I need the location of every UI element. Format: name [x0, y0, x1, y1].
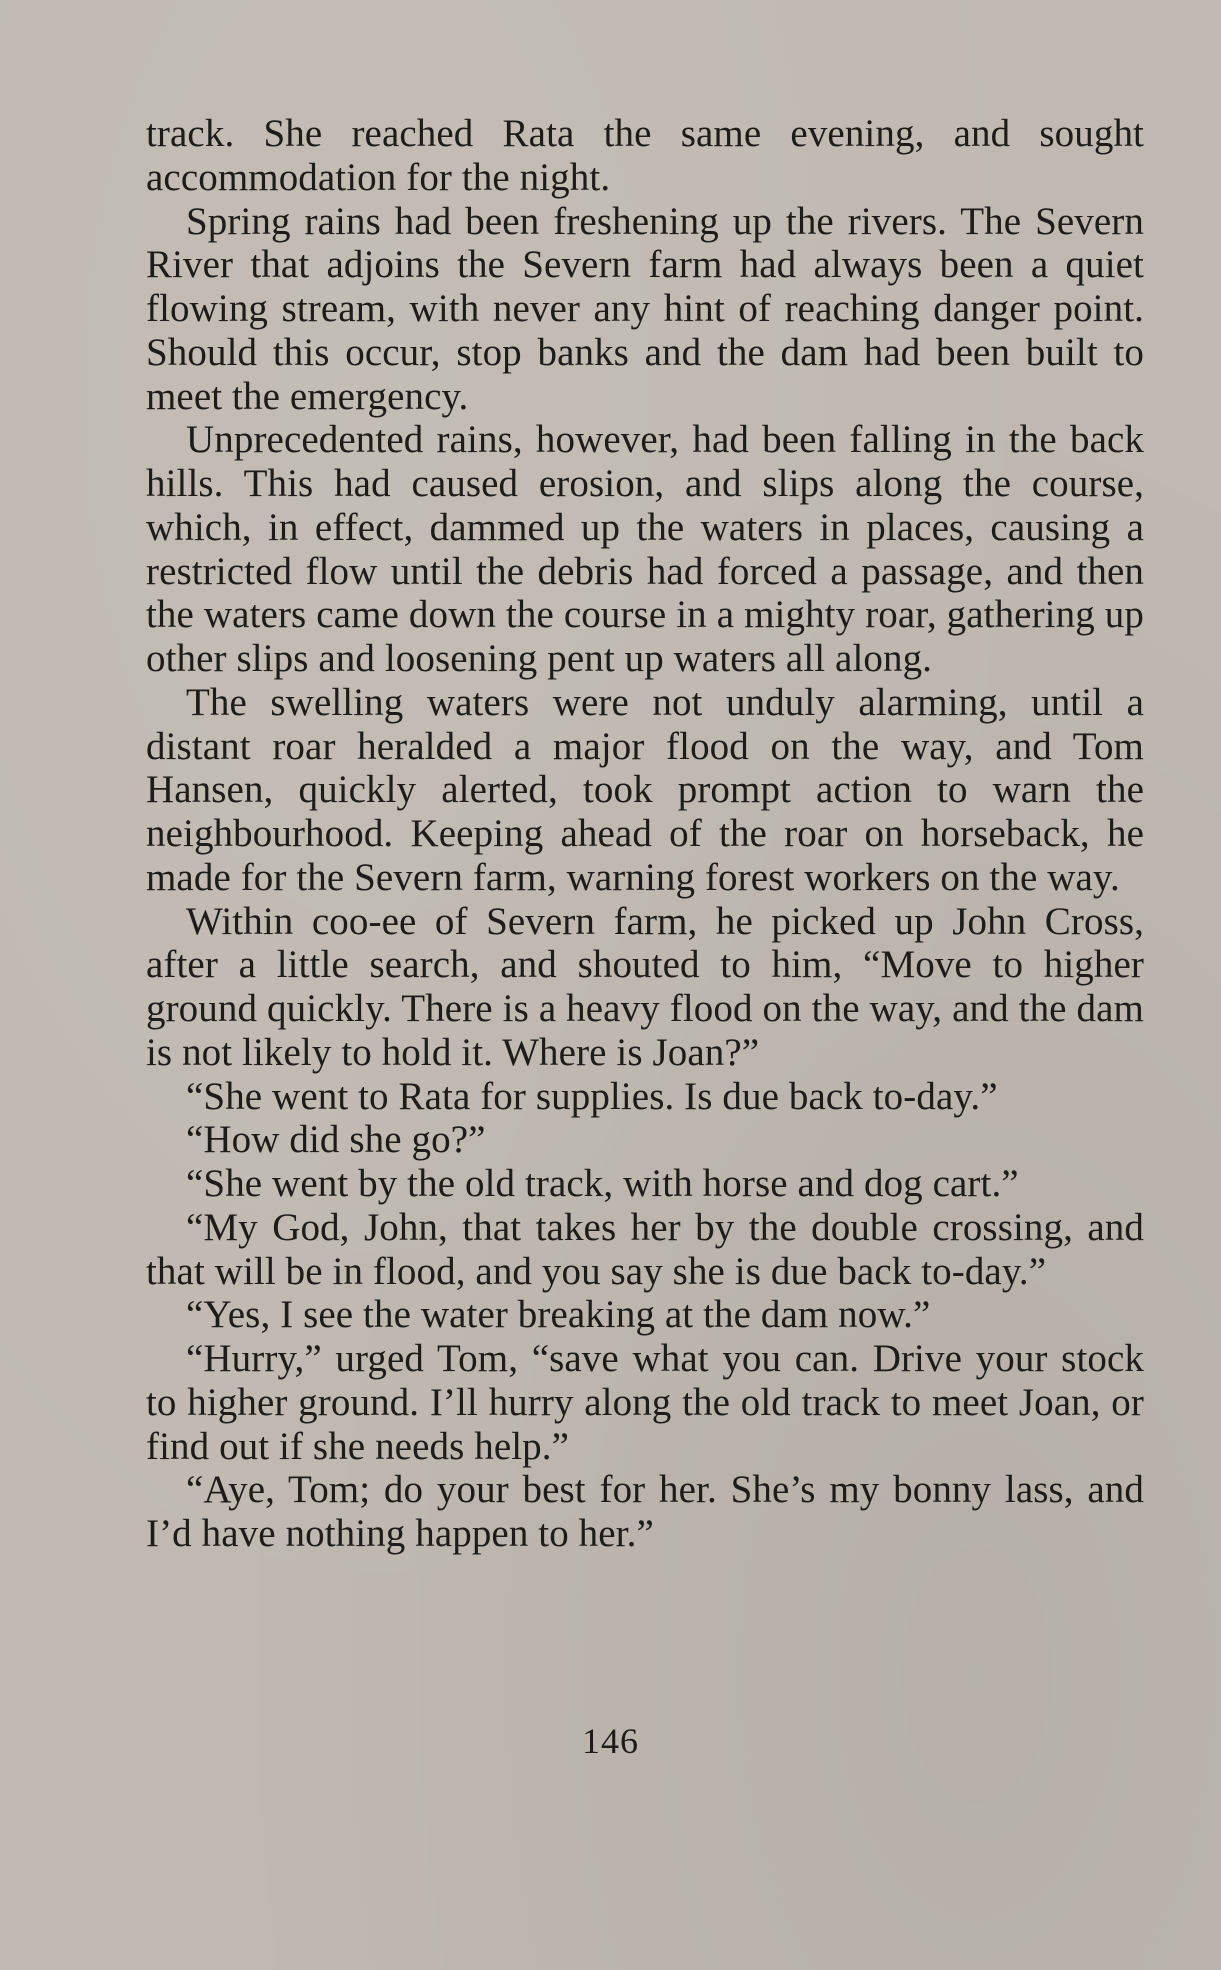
- page-number: 146: [582, 1721, 639, 1761]
- book-page: [146, 112, 1144, 1556]
- dialogue-line: “How did she go?”: [186, 1118, 486, 1162]
- dialogue-line: “She went to Rata for supplies. Is due back to-day.”: [186, 1074, 998, 1118]
- body-text: [146, 112, 1144, 1556]
- paragraph: Spring rains had been freshening up the rivers. The Severn River that adjoins the Severn farm had always been a quiet flowing stream, with never any hint of reaching danger point. Should this occur, stop banks and the dam had been built to meet the emergency.: [146, 199, 1144, 418]
- dialogue-line: “My God, John, that takes her by the double crossing, and that will be in flood, and you say she is due back to-day.”: [146, 1205, 1144, 1293]
- paragraph: Unprecedented rains, however, had been falling in the back hills. This had caused erosion, and slips along the course, which, in effect, dammed up the waters in places, causing a restricted flow until the debris had forced a passage, and then the waters came down the course in a mighty roar, gathering up other slips and loosening pent up waters all along.: [146, 418, 1144, 680]
- dialogue-line: “She went by the old track, with horse and dog cart.”: [186, 1162, 1019, 1205]
- paragraph-continued: track. She reached Rata the same evening, and sought accommodation for the night.: [146, 112, 1144, 199]
- dialogue-line: “Aye, Tom; do your best for her. She’s my bonny lass, and I’d have nothing happen to her.”: [146, 1468, 1144, 1555]
- paragraph: Within coo-ee of Severn farm, he picked up John Cross, after a little search, and shouted to him, “Move to higher ground quickly. There is a heavy flood on the way, and the dam is not likely to hold it. Where is Joan?”: [146, 899, 1144, 1074]
- dialogue-line: “Hurry,” urged Tom, “save what you can. Drive your stock to higher ground. I’ll hurry along the old track to meet Joan, or find out if she needs help.”: [146, 1337, 1144, 1468]
- paragraph: The swelling waters were not unduly alarming, until a distant roar heralded a major flood on the way, and Tom Hansen, quickly alerted, took prompt action to warn the neighbourhood. Keeping ahead of the roar on horseback, he made for the Severn farm, warning forest workers on the way.: [146, 680, 1144, 899]
- dialogue-line: “Yes, I see the water breaking at the dam now.”: [186, 1293, 931, 1337]
